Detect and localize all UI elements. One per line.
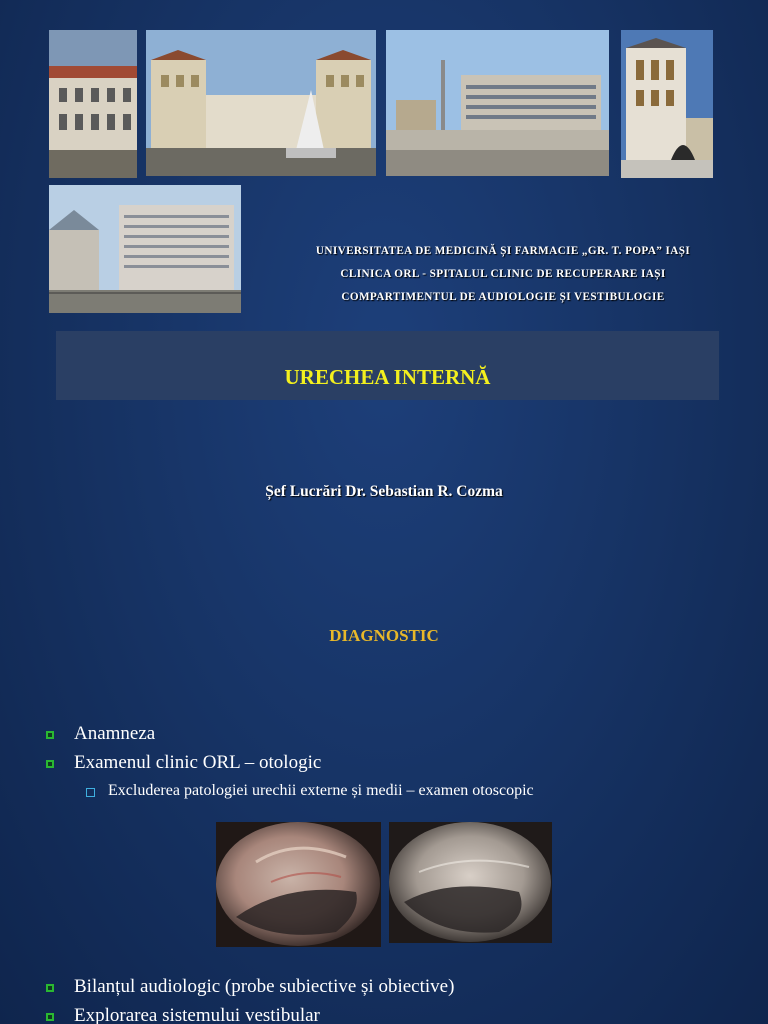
hospital-building-photo <box>49 185 241 313</box>
bullet-item-vestibular <box>46 1005 320 1024</box>
sub-bullet-text: Excluderea patologiei urechii externe și medii – examen otoscopic <box>108 782 534 799</box>
university-tower-building-photo <box>621 30 713 178</box>
bullet-item-anamneza <box>46 723 155 745</box>
section-heading: DIAGNOSTIC <box>329 626 439 645</box>
square-bullet-icon <box>46 1013 54 1021</box>
campus-plaza-photo <box>386 30 609 176</box>
slide-title: URECHEA INTERNĂ <box>284 365 491 389</box>
square-bullet-icon <box>46 760 54 768</box>
university-building-photo <box>49 30 137 178</box>
author-name: Șef Lucrări Dr. Sebastian R. Cozma <box>265 483 503 500</box>
bullet-item-audiologic <box>46 976 454 998</box>
square-bullet-icon <box>46 984 54 992</box>
university-name: UNIVERSITATEA DE MEDICINĂ ȘI FARMACIE „GR. T. POPA” IAȘI <box>315 245 691 257</box>
institution-header <box>260 240 746 309</box>
university-square-statue-photo <box>146 30 376 176</box>
bullet-text: Anamneza <box>74 723 156 744</box>
sub-bullet-item-otoscopic <box>86 782 534 800</box>
otoscopic-view-photo <box>216 822 381 947</box>
bullet-item-clinical-exam <box>46 752 321 774</box>
bullet-text: Examenul clinic ORL – otologic <box>74 752 322 773</box>
hollow-square-bullet-icon <box>86 788 95 797</box>
title-band <box>56 331 719 400</box>
square-bullet-icon <box>46 731 54 739</box>
bullet-text: Explorarea sistemului vestibular <box>74 1005 320 1024</box>
clinic-name: CLINICA ORL - SPITALUL CLINIC DE RECUPERARE IAȘI <box>340 268 666 280</box>
bullet-text: Bilanțul audiologic (probe subiective și obiective) <box>74 976 455 997</box>
otoscopic-view-photo <box>389 822 552 943</box>
department-name: COMPARTIMENTUL DE AUDIOLOGIE ȘI VESTIBULOGIE <box>341 291 665 303</box>
